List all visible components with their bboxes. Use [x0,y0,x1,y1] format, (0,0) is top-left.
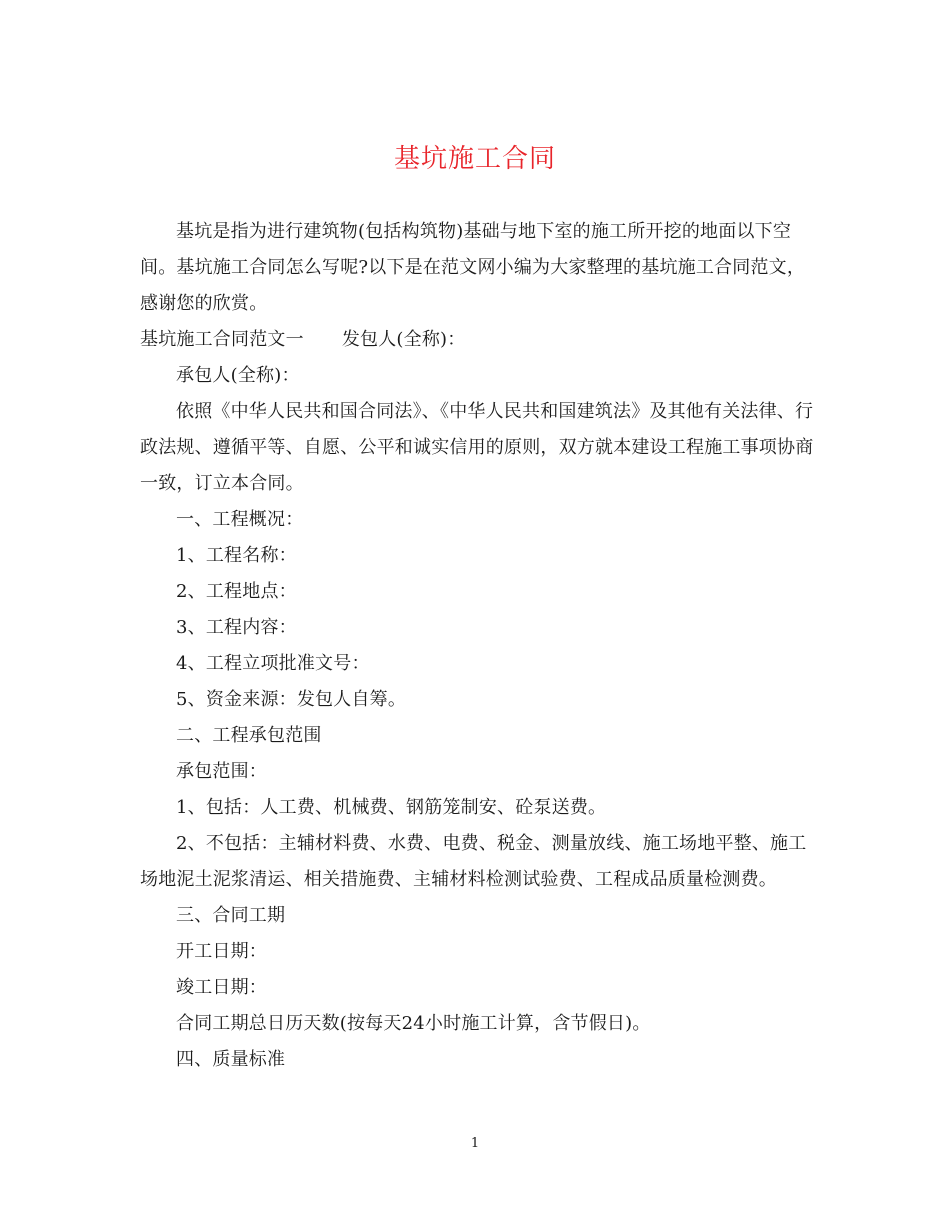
page-number: 1 [470,1136,480,1151]
section-heading-line [140,322,815,358]
employer-label: 发包人(全称)： [341,329,466,350]
clause-item: 3、工程内容： [176,617,297,638]
document-body [140,214,815,1078]
section-heading: 基坑施工合同范文一 [140,329,304,350]
clause-item: 4、工程立项批准文号： [176,653,370,674]
clause-item: 2、工程地点： [176,581,297,602]
clause-item: 1、包括：人工费、机械费、钢筋笼制安、砼泵送费。 [176,797,607,818]
clause-heading-4: 四、质量标准 [176,1049,286,1070]
clause-item: 竣工日期： [176,977,267,998]
clause-item: 承包范围： [176,761,267,782]
clause-item: 2、不包括：主辅材料费、水费、电费、税金、测量放线、施工场地平整、施工场地泥土泥浆清运、相关措施费、主辅材料检测试验费、工程成品质量检测费。 [140,833,807,890]
clause-item: 5、资金来源：发包人自筹。 [176,689,407,710]
clause-heading-2: 二、工程承包范围 [176,725,322,746]
clause-heading-1: 一、工程概况： [176,509,304,530]
clause-item: 1、工程名称： [176,545,297,566]
clause-item: 合同工期总日历天数(按每天24小时施工计算，含节假日)。 [176,1013,651,1034]
intro-paragraph: 基坑是指为进行建筑物(包括构筑物)基础与地下室的施工所开挖的地面以下空间。基坑施工合同怎么写呢?以下是在范文网小编为大家整理的基坑施工合同范文，感谢您的欣赏。 [140,221,806,314]
contractor-line: 承包人(全称)： [176,365,300,386]
basis-paragraph: 依照《中华人民共和国合同法》、《中华人民共和国建筑法》及其他有关法律、行政法规、遵循平等、自愿、公平和诚实信用的原则，双方就本建设工程施工事项协商一致，订立本合同。 [140,401,814,494]
clause-item: 开工日期： [176,941,267,962]
clause-heading-3: 三、合同工期 [176,905,286,926]
document-title: 基坑施工合同 [393,144,556,174]
